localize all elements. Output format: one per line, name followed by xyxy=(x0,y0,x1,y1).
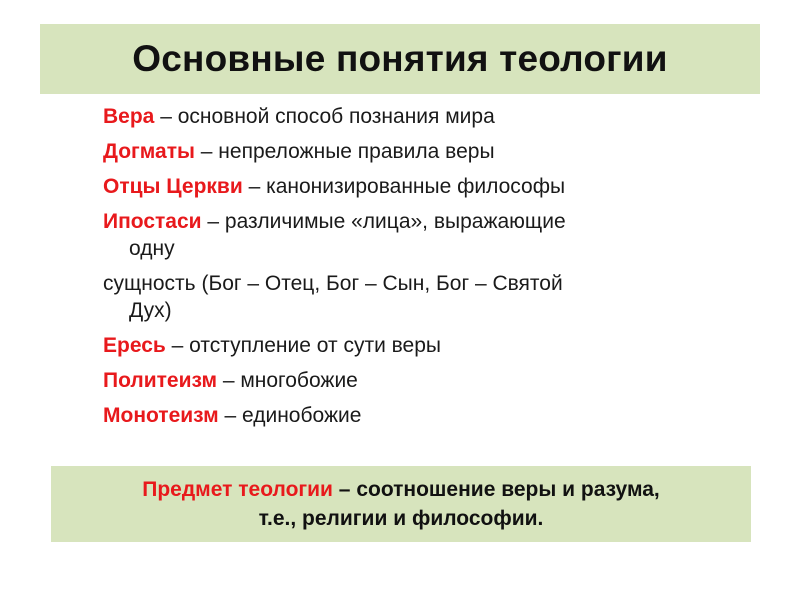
definition-text: – отступление от сути веры xyxy=(165,334,442,357)
definition-continuation: Дух) xyxy=(129,299,172,322)
summary-term: Предмет теологии xyxy=(142,478,333,501)
definition-item-polytheism xyxy=(103,367,743,394)
definition-text: – многобожие xyxy=(216,369,358,392)
definition-text: – канонизированные философы xyxy=(242,175,566,198)
definition-text: – непреложные правила веры xyxy=(194,140,495,163)
summary-banner xyxy=(51,466,751,542)
summary-line2: т.е., религии и философии. xyxy=(258,507,544,530)
definition-item-monotheism xyxy=(103,402,743,429)
definition-text: – единобожие xyxy=(218,404,362,427)
definition-item-dogmas xyxy=(103,138,743,165)
title-banner xyxy=(40,24,760,94)
definition-item-hypostases xyxy=(103,208,743,262)
definition-list xyxy=(103,103,743,437)
definition-text: сущность (Бог – Отец, Бог – Сын, Бог – Святой xyxy=(103,272,563,295)
definition-text: – различимые «лица», выражающие xyxy=(201,210,566,233)
summary-text xyxy=(142,475,659,533)
definition-item-essence xyxy=(103,270,743,324)
definition-text: – основной способ познания мира xyxy=(154,105,495,128)
definition-term: Ипостаси xyxy=(103,210,202,233)
definition-term: Отцы Церкви xyxy=(103,175,243,198)
definition-term: Ересь xyxy=(103,334,166,357)
definition-term: Политеизм xyxy=(103,369,217,392)
definition-term: Монотеизм xyxy=(103,404,219,427)
slide-title: Основные понятия теологии xyxy=(132,38,668,79)
definition-term: Вера xyxy=(103,105,155,128)
definition-item-faith xyxy=(103,103,743,130)
definition-item-church-fathers xyxy=(103,173,743,200)
definition-term: Догматы xyxy=(103,140,195,163)
definition-item-heresy xyxy=(103,332,743,359)
summary-line1: – соотношение веры и разума, xyxy=(332,478,660,501)
definition-continuation: одну xyxy=(129,237,175,260)
